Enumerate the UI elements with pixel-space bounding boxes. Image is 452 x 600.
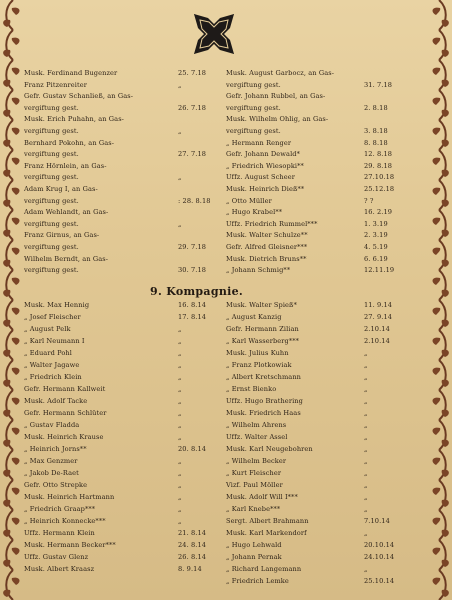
left-death-date: 24. 8.14 [178,541,207,549]
right-death-date: „ [364,529,368,537]
entry-row [24,151,416,161]
right-death-date: „ [364,457,368,465]
entry-row [24,374,416,384]
left-soldier-name: vergiftung gest. [24,103,79,112]
left-death-date: „ [178,397,182,405]
left-death-date: „ [178,361,182,369]
entry-row [24,221,416,231]
left-soldier-name: „ Jakob De-Raet [24,469,79,477]
left-death-date: 20. 8.14 [178,445,207,453]
left-death-date: 16. 8.14 [178,301,207,309]
right-death-date: 24.10.14 [364,553,395,561]
left-soldier-name: „ Walter Jagawe [24,361,80,369]
entry-row [24,186,416,196]
left-soldier-name: „ Friedrich Klein [24,373,82,381]
left-soldier-name: Uffz. Gustav Glenz [24,553,89,561]
right-death-date: „ [364,421,368,429]
right-soldier-name: Gefr. Alfred Gleisner*** [226,243,308,251]
entry-row [24,518,416,528]
right-soldier-name: „ Wilhelm Becker [226,457,287,465]
left-soldier-name: Wilhelm Berndt, an Gas- [24,254,109,263]
left-soldier-name: „ Heinrich Konnecke*** [24,517,106,525]
right-death-date: ? ? [364,196,374,205]
right-death-date: „ [364,505,368,513]
right-death-date: 29. 8.18 [364,161,393,170]
left-death-date: „ [178,127,182,135]
left-ornamental-border [0,0,26,600]
entry-row [24,198,416,208]
right-soldier-name: Musk. Karl Neugebohren [226,445,313,453]
right-ornamental-border [426,0,452,600]
right-death-date: „ [364,565,368,573]
left-death-date: „ [178,493,182,501]
left-death-date: „ [178,337,182,345]
left-soldier-name: Gefr. Hermann Schlüter [24,409,107,417]
entry-row [24,350,416,360]
right-soldier-name: Gefr. Johann Rubbel, an Gas- [226,92,326,101]
left-soldier-name: „ Karl Neumann I [24,337,85,345]
left-death-date: 30. 7.18 [178,266,207,275]
left-soldier-name: Franz Hörnlein, an Gas- [24,161,107,170]
right-death-date: „ [364,373,368,381]
left-soldier-name: vergiftung gest. [24,127,79,135]
left-death-date: „ [178,505,182,513]
left-soldier-name: Musk. Ferdinand Bugenzer [24,69,118,77]
right-death-date: „ [364,409,368,417]
right-death-date: „ [364,385,368,393]
entry-row [24,566,416,576]
entry-row [24,116,416,126]
left-death-date: 29. 7.18 [178,243,207,251]
left-soldier-name: Gefr. Gustav Schanließ, an Gas- [24,92,134,101]
right-death-date: 2.10.14 [364,325,390,333]
entry-row [24,554,416,564]
entry-row [24,128,416,138]
left-death-date: „ [178,385,182,393]
right-soldier-name: Musk. Julius Kuhn [226,349,289,357]
right-soldier-name: Gefr. Hermann Zilian [226,325,299,333]
left-death-date: „ [178,433,182,441]
left-soldier-name: vergiftung gest. [24,196,79,205]
right-death-date: „ [364,361,368,369]
left-soldier-name: Musk. Erich Puhahn, an Gas- [24,115,125,124]
left-death-date: „ [178,219,182,228]
right-soldier-name: vergiftung gest. [226,80,281,89]
entry-row [24,209,416,219]
right-death-date: 12.11.19 [364,266,395,275]
entry-row [24,482,416,492]
entry-row [24,338,416,348]
left-death-date: „ [178,409,182,417]
entry-row [24,244,416,254]
right-soldier-name: Gefr. Johann Dewald* [226,150,300,159]
entry-row [24,530,416,540]
right-death-date: „ [364,493,368,501]
entry-row [24,458,416,468]
right-soldier-name: Vizf. Paul Möller [226,481,283,489]
entry-row [24,105,416,115]
left-soldier-name: Musk. Albert Kraasz [24,565,95,573]
right-soldier-name: Uffz. August Scheer [226,173,296,182]
left-soldier-name: vergiftung gest. [24,173,79,182]
entry-row [24,82,416,92]
right-soldier-name: „ Friedrich Lemke [226,577,289,585]
left-death-date: 25. 7.18 [178,69,207,77]
left-soldier-name: vergiftung gest. [24,150,79,159]
right-soldier-name: „ Karl Knebe*** [226,505,281,513]
left-death-date: „ [178,325,182,333]
right-soldier-name: „ Franz Plotkowiak [226,361,292,369]
left-soldier-name: Adam Krug I, an Gas- [24,185,98,193]
right-soldier-name: vergiftung gest. [226,127,281,135]
left-soldier-name: Musk. Heinrich Krause [24,433,104,441]
left-soldier-name: Franz Girnus, an Gas- [24,231,100,240]
left-soldier-name: vergiftung gest. [24,243,79,251]
right-soldier-name: Musk. Adolf Will I*** [226,493,298,501]
company-heading: 9. Kompagnie. [150,285,244,298]
left-death-date: „ [178,373,182,381]
entry-row [24,70,416,80]
right-death-date: 25.12.18 [364,185,395,193]
right-death-date: 31. 7.18 [364,80,393,89]
right-death-date: 11. 9.14 [364,301,393,309]
left-soldier-name: vergiftung gest. [24,219,79,228]
right-death-date: 3. 8.18 [364,127,388,135]
left-soldier-name: „ Gustav Fladda [24,421,80,429]
right-soldier-name: Uffz. Friedrich Rummel*** [226,219,318,228]
right-soldier-name: „ Hugo Lehwald [226,541,282,549]
entry-row [24,386,416,396]
right-death-date: „ [364,349,368,357]
right-death-date: 6. 6.19 [364,254,388,263]
right-soldier-name: vergiftung gest. [226,103,281,112]
left-soldier-name: Adam Wehlandt, an Gas- [24,208,109,217]
right-death-date: „ [364,433,368,441]
left-death-date: „ [178,457,182,465]
right-death-date: 2.10.14 [364,337,390,345]
right-death-date: 1. 3.19 [364,219,388,228]
right-soldier-name: Musk. Dietrich Bruns** [226,254,307,263]
left-soldier-name: Musk. Max Hennig [24,301,90,309]
right-death-date: 4. 5.19 [364,243,388,251]
right-soldier-name: „ Richard Langemann [226,565,302,573]
left-death-date: 21. 8.14 [178,529,207,537]
entry-row [24,174,416,184]
right-death-date: 20.10.14 [364,541,395,549]
entry-row [24,232,416,242]
right-soldier-name: „ Johann Schmig** [226,266,291,275]
left-death-date: 27. 7.18 [178,150,207,159]
right-soldier-name: „ Johann Pernak [226,553,282,561]
entry-row [24,314,416,324]
right-soldier-name: „ Kurt Fleischer [226,469,282,477]
right-soldier-name: „ Otto Müller [226,196,272,205]
left-soldier-name: „ August Pelk [24,325,71,333]
right-soldier-name: Musk. Friedrich Haas [226,409,301,417]
entry-row [24,93,416,103]
left-death-date: „ [178,517,182,525]
left-soldier-name: „ Eduard Pohl [24,349,72,357]
entry-row [24,326,416,336]
left-soldier-name: „ Josef Fleischer [24,313,81,321]
left-death-date: : 28. 8.18 [178,196,211,205]
entry-row [24,446,416,456]
left-soldier-name: Musk. Heinrich Hartmann [24,493,115,501]
left-soldier-name: Musk. Hermann Becker*** [24,541,116,549]
right-soldier-name: Musk. Wilhelm Ohlig, an Gas- [226,115,329,124]
entry-row [24,140,416,150]
left-death-date: „ [178,80,182,89]
left-death-date: 26. 8.14 [178,553,207,561]
left-soldier-name: „ Heinrich Jorns** [24,445,87,453]
right-soldier-name: Musk. Walter Spieß* [226,301,297,309]
right-death-date: 12. 8.18 [364,150,393,159]
right-soldier-name: „ Hugo Krabel** [226,208,283,217]
left-death-date: 17. 8.14 [178,313,207,321]
left-soldier-name: Gefr. Otto Strepke [24,481,88,489]
right-death-date: „ [364,445,368,453]
entry-row [24,470,416,480]
right-soldier-name: Musk. Walter Schulze** [226,231,308,240]
entry-row [24,506,416,516]
left-death-date: „ [178,173,182,182]
right-soldier-name: „ Ernst Bienko [226,385,277,393]
right-death-date: 8. 8.18 [364,138,388,147]
right-death-date: „ [364,397,368,405]
left-soldier-name: Franz Pitzenreiter [24,80,87,89]
right-soldier-name: Uffz. Walter Assel [226,433,288,441]
left-death-date: 26. 7.18 [178,103,207,112]
right-death-date: „ [364,469,368,477]
right-death-date: 2. 8.18 [364,103,388,112]
right-death-date: 27. 9.14 [364,313,393,321]
right-soldier-name: Musk. Heinrich Dieß** [226,185,305,193]
right-soldier-name: Musk. August Garbocz, an Gas- [226,69,335,77]
right-soldier-name: „ Wilhelm Ahrens [226,421,287,429]
left-death-date: „ [178,421,182,429]
left-death-date: 8. 9.14 [178,565,202,573]
right-soldier-name: „ Friedrich Wiesopki** [226,161,304,170]
right-soldier-name: Uffz. Hugo Brathering [226,397,303,405]
right-death-date: 16. 2.19 [364,208,393,217]
right-death-date: „ [364,481,368,489]
right-soldier-name: „ Hermann Renger [226,138,292,147]
left-soldier-name: Uffz. Hermann Klein [24,529,95,537]
left-death-date: „ [178,349,182,357]
entry-row [24,398,416,408]
left-soldier-name: Musk. Adolf Tacke [24,397,88,405]
right-soldier-name: Musk. Karl Markendorf [226,529,307,537]
right-death-date: 27.10.18 [364,173,395,182]
right-soldier-name: Sergt. Albert Brahmann [226,517,309,525]
right-death-date: 7.10.14 [364,517,390,525]
left-soldier-name: „ Friedrich Graap*** [24,505,96,513]
left-soldier-name: Bernhard Pokohn, an Gas- [24,138,115,147]
left-death-date: „ [178,481,182,489]
iron-cross-icon [190,10,238,58]
left-soldier-name: Gefr. Hermann Kallweit [24,385,106,393]
entry-row [24,494,416,504]
entry-row [24,267,416,277]
left-death-date: „ [178,469,182,477]
entry-row [24,422,416,432]
entry-row [24,434,416,444]
right-death-date: 2. 3.19 [364,231,388,240]
entry-row [24,542,416,552]
entry-row [24,410,416,420]
right-soldier-name: „ August Kanzig [226,313,282,321]
right-soldier-name: „ Karl Wasserberg*** [226,337,300,345]
right-soldier-name: „ Albert Kretschmann [226,373,302,381]
left-soldier-name: „ Max Genzmer [24,457,78,465]
entry-row [24,578,416,588]
entry-row [24,256,416,266]
entry-row [24,362,416,372]
left-soldier-name: vergiftung gest. [24,266,79,275]
entry-row [24,302,416,312]
entry-row [24,163,416,173]
right-death-date: 25.10.14 [364,577,395,585]
